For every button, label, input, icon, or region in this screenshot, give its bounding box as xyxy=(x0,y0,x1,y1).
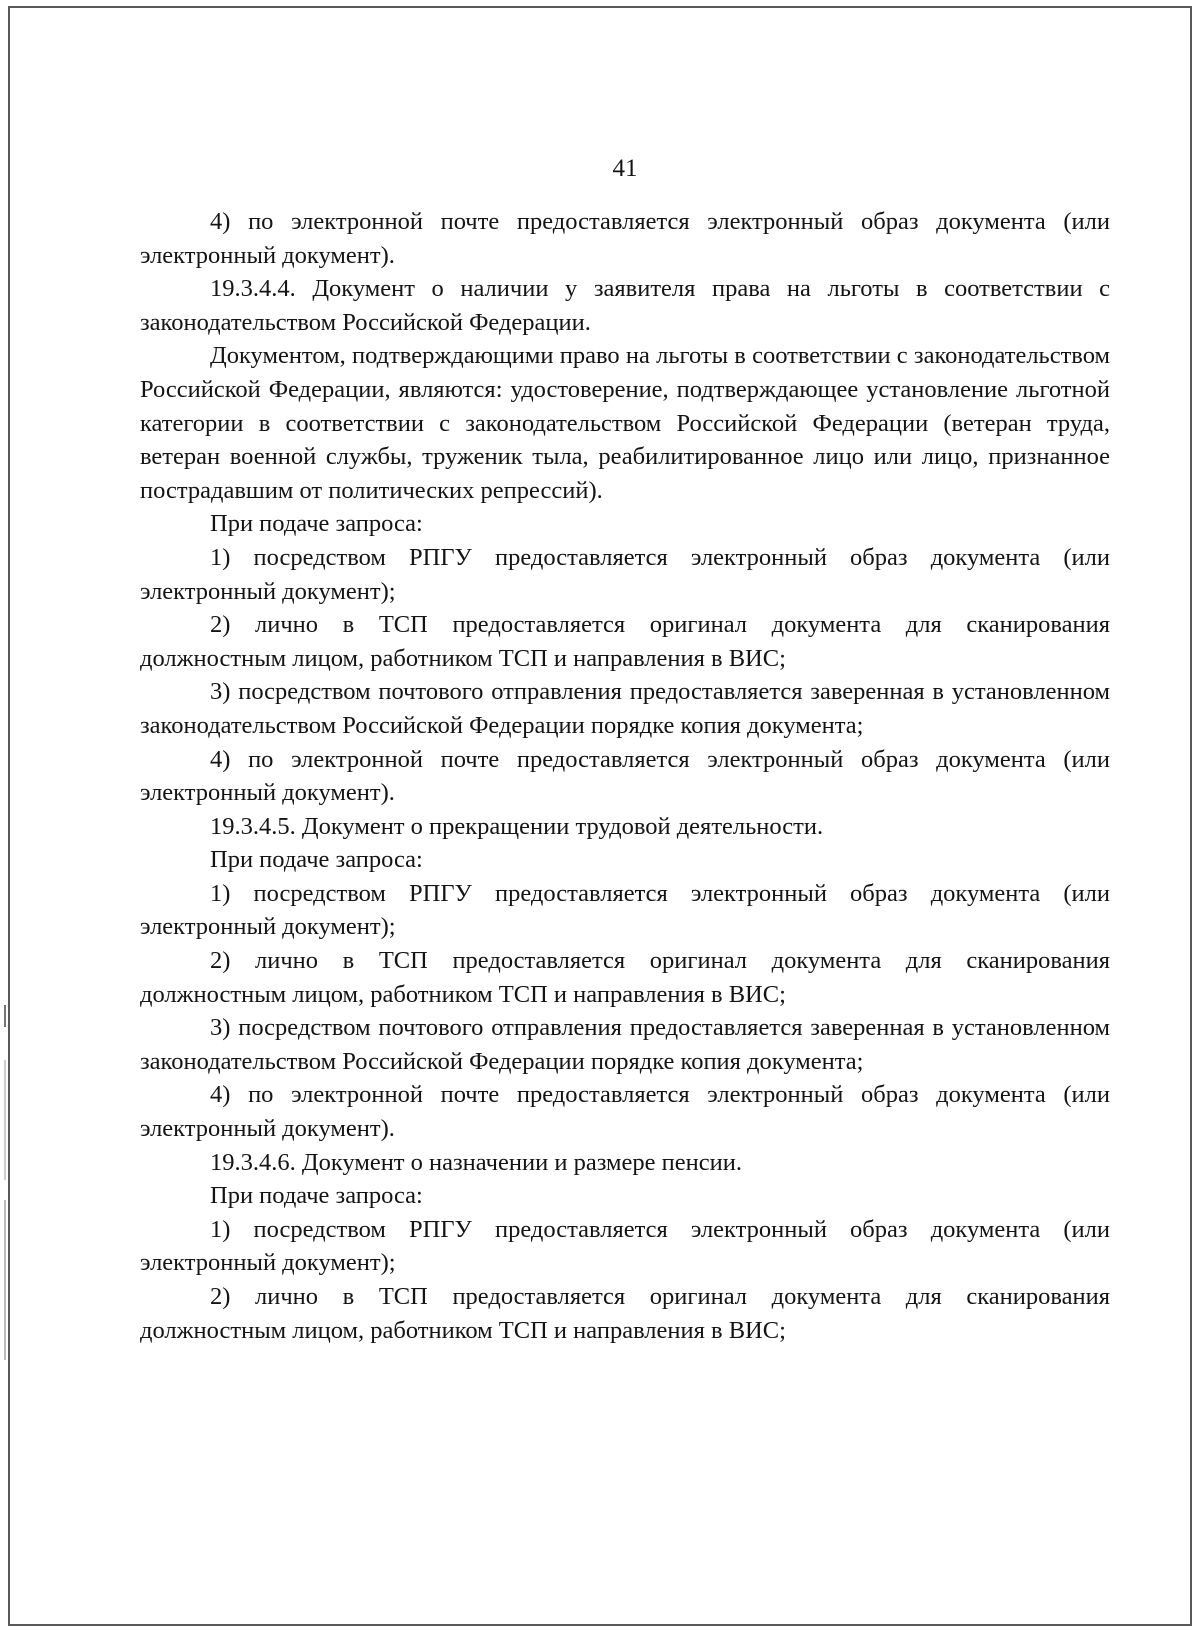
paragraph-item-1-rpgu: 1) посредством РПГУ предоставляется электронный образ документа (или электронный документ); xyxy=(140,543,1110,605)
paragraph-item-4-email: 4) по электронной почте предоставляется электронный образ документа (или электронный документ). xyxy=(140,208,1110,269)
paragraph-item-2-tsp: 2) лично в ТСП предоставляется оригинал документа для сканирования должностным лицом, работником ТСП и направления в ВИС; xyxy=(140,611,1110,672)
section-heading-19-3-4-5: 19.3.4.5. Документ о прекращении трудовой деятельности. xyxy=(210,812,824,840)
section-heading-19-3-4-4: 19.3.4.4. Документ о наличии у заявителя права на льготы в соответствии с законодательством Российской Федерации. xyxy=(140,275,1110,336)
document-body xyxy=(140,205,1110,1347)
paragraph-item-1-rpgu: 1) посредством РПГУ предоставляется электронный образ документа (или электронный документ); xyxy=(140,879,1110,941)
paragraph-request-intro: При подаче запроса: xyxy=(210,1182,423,1210)
scan-edge-mark xyxy=(4,1060,6,1180)
paragraph-item-2-tsp: 2) лично в ТСП предоставляется оригинал документа для сканирования должностным лицом, работником ТСП и направления в ВИС; xyxy=(140,947,1110,1008)
paragraph-request-intro: При подаче запроса: xyxy=(210,510,423,538)
paragraph-item-3-post: 3) посредством почтового отправления предоставляется заверенная в установленном законодательством Российской Федерации порядке копия документа; xyxy=(140,1014,1110,1075)
scan-edge-mark xyxy=(4,1005,6,1027)
paragraph-benefit-documents: Документом, подтверждающими право на льготы в соответствии с законодательством Российской Федерации, являются: удостоверение, подтверждающее установление льготной категории в соответствии с законодательством Российской Федерации (ветеран труда, ветеран военной службы, труженик тыла, реабилитированное лицо или лицо, признанное пострадавшим от политических репрессий). xyxy=(140,342,1110,504)
paragraph-item-4-email: 4) по электронной почте предоставляется электронный образ документа (или электронный документ). xyxy=(140,1081,1110,1143)
paragraph-item-3-post: 3) посредством почтового отправления предоставляется заверенная в установленном законодательством Российской Федерации порядке копия документа; xyxy=(140,678,1110,739)
section-heading-19-3-4-6: 19.3.4.6. Документ о назначении и размере пенсии. xyxy=(210,1148,742,1176)
page-number: 41 xyxy=(612,155,638,182)
paragraph-request-intro: При подаче запроса: xyxy=(210,846,423,874)
paragraph-item-1-rpgu: 1) посредством РПГУ предоставляется электронный образ документа (или электронный документ); xyxy=(140,1215,1110,1277)
scan-edge-mark xyxy=(4,1200,6,1360)
paragraph-item-4-email: 4) по электронной почте предоставляется электронный образ документа (или электронный документ). xyxy=(140,745,1110,807)
paragraph-item-2-tsp: 2) лично в ТСП предоставляется оригинал документа для сканирования должностным лицом, работником ТСП и направления в ВИС; xyxy=(140,1283,1110,1344)
